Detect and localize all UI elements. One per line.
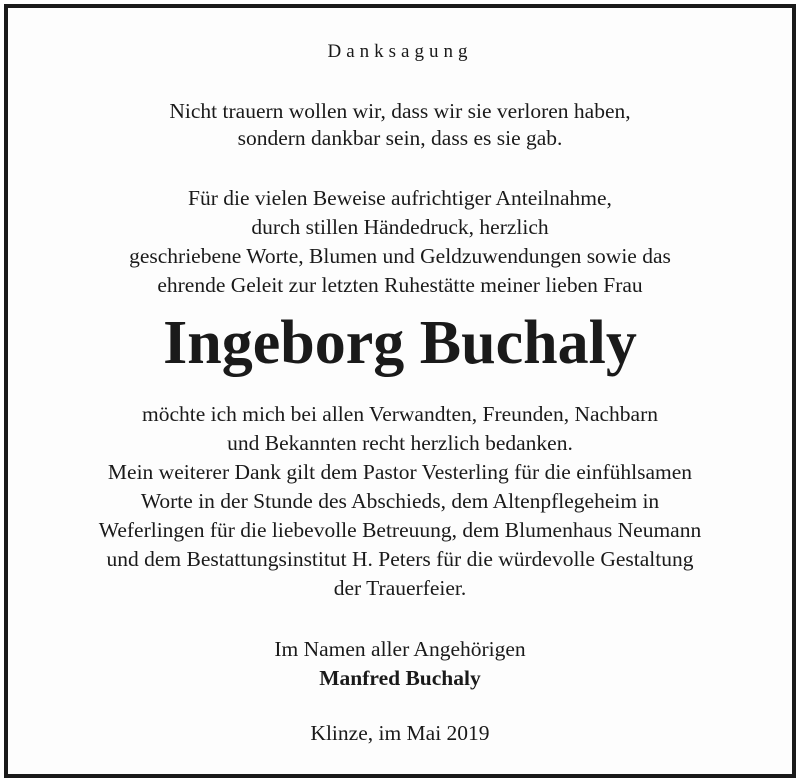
body-line: möchte ich mich bei allen Verwandten, Freunden, Nachbarn bbox=[141, 402, 659, 426]
body-line: Worte in der Stunde des Abschieds, dem Altenpflegeheim in bbox=[140, 489, 660, 513]
signoff-line: Im Namen aller Angehörigen bbox=[274, 637, 526, 661]
intro-line: durch stillen Händedruck, herzlich bbox=[251, 215, 549, 239]
intro-line: Für die vielen Beweise aufrichtiger Anteilnahme, bbox=[188, 186, 612, 210]
intro-line: geschriebene Worte, Blumen und Geldzuwendungen sowie das bbox=[129, 244, 671, 268]
quote-line: sondern dankbar sein, dass es sie gab. bbox=[237, 126, 563, 150]
body-line: und Bekannten recht herzlich bedanken. bbox=[227, 431, 573, 455]
body-line: Weferlingen für die liebevolle Betreuung, dem Blumenhaus Neumann bbox=[98, 518, 702, 542]
quote-line: Nicht trauern wollen wir, dass wir sie verloren haben, bbox=[169, 99, 631, 123]
notice-frame bbox=[4, 4, 796, 778]
place-date: Klinze, im Mai 2019 bbox=[310, 721, 490, 745]
deceased-name: Ingeborg Buchaly bbox=[163, 309, 637, 377]
body-line: Mein weiterer Dank gilt dem Pastor Vesterling für die einfühlsamen bbox=[107, 460, 693, 484]
body-line: der Trauerfeier. bbox=[333, 576, 467, 600]
intro-line: ehrende Geleit zur letzten Ruhestätte meiner lieben Frau bbox=[157, 273, 643, 297]
signer-name: Manfred Buchaly bbox=[319, 666, 481, 690]
heading: Danksagung bbox=[327, 41, 473, 62]
body-line: und dem Bestattungsinstitut H. Peters für die würdevolle Gestaltung bbox=[106, 547, 694, 571]
